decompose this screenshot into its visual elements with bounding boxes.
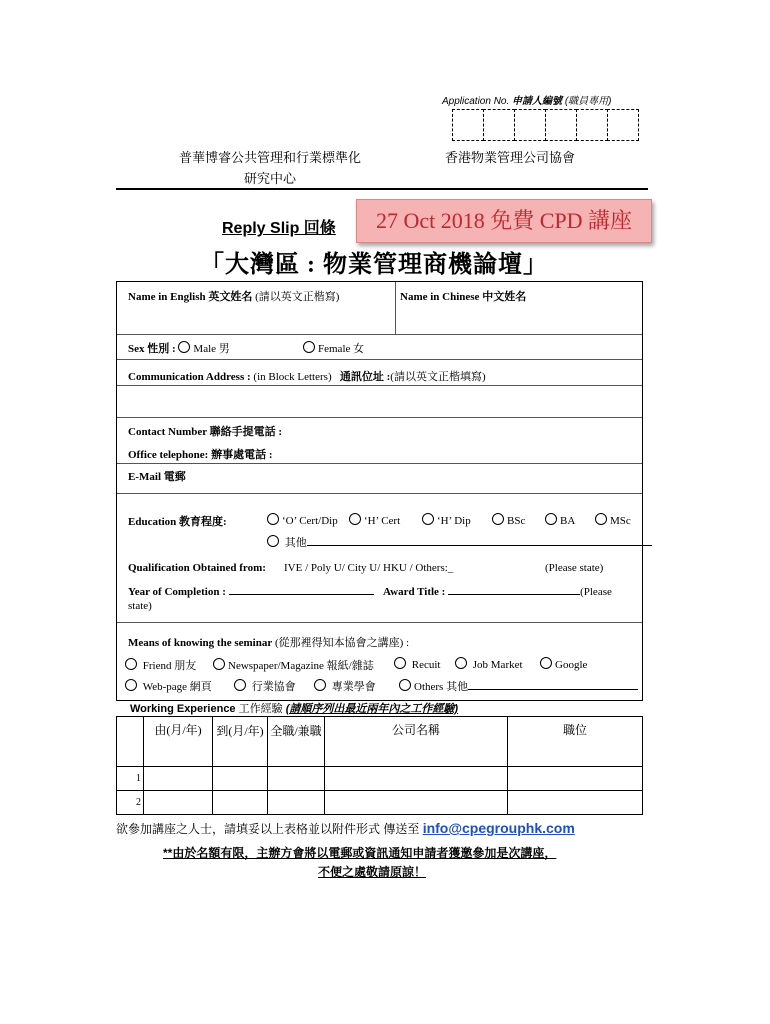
name-english-label: Name in English 英文姓名 (請以英文正楷寫) xyxy=(128,291,340,303)
row-divider xyxy=(117,463,642,464)
office-telephone-label: Office telephone: 辦事處電話 : xyxy=(128,449,273,461)
means-radio[interactable] xyxy=(455,657,467,669)
means-radio[interactable] xyxy=(125,658,137,670)
row-divider xyxy=(117,385,642,386)
sex-field: Sex 性別 : Male 男 xyxy=(128,343,230,355)
name-divider xyxy=(395,282,396,334)
edu-radio[interactable] xyxy=(492,513,504,525)
education-label: Education 教育程度: xyxy=(128,516,227,528)
app-no-box xyxy=(576,109,608,141)
table-cell[interactable] xyxy=(508,791,643,815)
female-radio[interactable] xyxy=(303,341,315,353)
edu-radio[interactable] xyxy=(545,513,557,525)
table-cell[interactable] xyxy=(213,791,268,815)
table-header-cell xyxy=(117,717,144,767)
means-option: Recuit xyxy=(394,657,440,671)
female-option: Female 女 xyxy=(303,340,364,356)
registration-form xyxy=(116,281,643,701)
year-of-completion: Year of Completion : xyxy=(128,586,374,598)
qualification-label: Qualification Obtained from: xyxy=(128,562,266,574)
row-divider xyxy=(117,334,642,335)
table-row xyxy=(117,791,643,815)
means-option: 專業學會 xyxy=(314,678,376,694)
male-radio[interactable] xyxy=(178,341,190,353)
means-option: Friend 朋友 xyxy=(125,657,196,673)
edu-option: ‘H’ Cert xyxy=(349,513,400,527)
row-number: 1 xyxy=(117,767,144,791)
means-radio[interactable] xyxy=(394,657,406,669)
edu-option: BA xyxy=(545,513,575,527)
contact-number-label: Contact Number 聯絡手提電話 : xyxy=(128,426,283,438)
table-cell[interactable] xyxy=(144,791,213,815)
working-experience-title: Working Experience 工作經驗 (請順序列出最近兩年內之工作經驗) xyxy=(130,703,459,715)
address-label: Communication Address : (in Block Letters) 通訊位址 :(請以英文正楷填寫) xyxy=(128,371,486,383)
app-no-box xyxy=(483,109,515,141)
means-radio[interactable] xyxy=(540,657,552,669)
edu-option: MSc xyxy=(595,513,631,527)
edu-radio[interactable] xyxy=(267,513,279,525)
edu-option: ‘O’ Cert/Dip xyxy=(267,513,338,527)
contact-email-link[interactable]: info@cpegrouphk.com xyxy=(422,820,575,836)
means-option: Job Market xyxy=(455,657,523,671)
submission-instruction: 欲參加講座之人士，請填妥以上表格並以附件形式 傳送至 info@cpegrouphk.com xyxy=(116,820,575,836)
edu-radio[interactable] xyxy=(349,513,361,525)
table-header-row xyxy=(117,717,643,767)
app-no-box xyxy=(452,109,484,141)
email-label: E-Mail 電郵 xyxy=(128,471,186,483)
row-divider xyxy=(117,622,642,623)
table-header-cell: 職位 xyxy=(508,717,643,767)
event-banner: 27 Oct 2018 免費 CPD 講座 xyxy=(356,199,652,243)
application-number-label: Application No. 申請人編號 (職員專用) xyxy=(442,96,612,107)
award-title: Award Title : (Please xyxy=(383,586,612,598)
header-divider xyxy=(116,188,648,190)
means-radio[interactable] xyxy=(234,679,246,691)
award-note-cont: state) xyxy=(128,600,152,612)
name-chinese-label: Name in Chinese 中文姓名 xyxy=(400,291,527,303)
edu-radio[interactable] xyxy=(422,513,434,525)
edu-option: BSc xyxy=(492,513,525,527)
row-number: 2 xyxy=(117,791,144,815)
table-cell[interactable] xyxy=(268,767,325,791)
means-radio[interactable] xyxy=(125,679,137,691)
reply-slip-title: Reply Slip 回條 xyxy=(222,220,336,237)
table-header-cell: 公司名稱 xyxy=(325,717,508,767)
row-divider xyxy=(117,417,642,418)
table-cell[interactable] xyxy=(508,767,643,791)
year-of-completion-input[interactable] xyxy=(229,594,374,595)
means-radio[interactable] xyxy=(213,658,225,670)
table-cell[interactable] xyxy=(325,767,508,791)
table-header-cell: 到(月/年) xyxy=(213,717,268,767)
work-experience-table xyxy=(116,716,643,815)
means-option: Others 其他 xyxy=(399,678,638,694)
means-option: Web-page 網頁 xyxy=(125,678,212,694)
table-cell[interactable] xyxy=(144,767,213,791)
means-label: Means of knowing the seminar (從那裡得知本協會之講座) : xyxy=(128,637,410,649)
application-number-boxes xyxy=(452,109,638,141)
app-no-box xyxy=(545,109,577,141)
means-radio[interactable] xyxy=(314,679,326,691)
organizer-right: 香港物業管理公司協會 xyxy=(445,150,576,165)
table-cell[interactable] xyxy=(325,791,508,815)
edu-other-radio[interactable] xyxy=(267,535,279,547)
means-option: Google xyxy=(540,657,587,671)
app-no-box xyxy=(514,109,546,141)
row-divider xyxy=(117,493,642,494)
app-no-box xyxy=(607,109,639,141)
means-option: 行業協會 xyxy=(234,678,296,694)
means-other-input[interactable] xyxy=(468,689,638,690)
seminar-title: 「大灣區 : 物業管理商機論壇」 xyxy=(200,252,548,278)
apology-line: 不便之處敬請原諒！ xyxy=(318,865,427,879)
qualification-value: IVE / Poly U/ City U/ HKU / Others:_ xyxy=(284,562,454,574)
means-option: Newspaper/Magazine 報紙/雜誌 xyxy=(213,657,374,673)
means-radio[interactable] xyxy=(399,679,411,691)
award-title-input[interactable] xyxy=(448,594,580,595)
qualification-note: (Please state) xyxy=(545,562,604,574)
edu-radio[interactable] xyxy=(595,513,607,525)
table-header-cell: 全職/兼職 xyxy=(268,717,325,767)
edu-other-input[interactable] xyxy=(307,545,652,546)
organizer-left: 普華博睿公共管理和行業標準化 研究中心 xyxy=(178,150,361,186)
table-row xyxy=(117,767,643,791)
edu-other-option: 其他 xyxy=(267,534,652,550)
table-header-cell: 由(月/年) xyxy=(144,717,213,767)
table-cell[interactable] xyxy=(268,791,325,815)
row-divider xyxy=(117,359,642,360)
edu-option: ‘H’ Dip xyxy=(422,513,471,527)
notice-line: **由於名額有限，主辦方會將以電郵或資訊通知申請者獲邀參加是次講座， xyxy=(163,846,557,860)
table-cell[interactable] xyxy=(213,767,268,791)
